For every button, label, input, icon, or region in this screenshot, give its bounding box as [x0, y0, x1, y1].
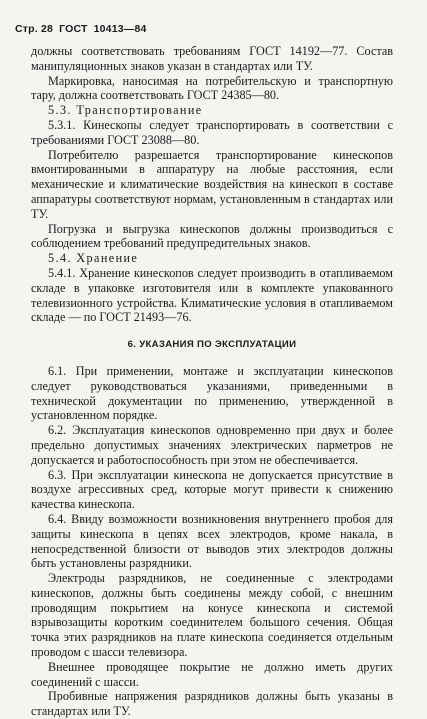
paragraph: Погрузка и выгрузка кинескопов должны производиться с соблюдением требований предупредительных знаков. [31, 221, 393, 251]
paragraph: должны соответствовать требованиям ГОСТ 14192—77. Состав манипуляционных знаков указан в стандартах или ТУ. [31, 44, 393, 73]
paragraph: Внешнее проводящее покрытие не должно иметь других соединений с шасси. [31, 659, 393, 689]
subsection-heading: 5.3. Транспортирование [48, 103, 203, 118]
paragraph: Потребителю разрешается транспортирование кинескопов вмонтированными в аппаратуру на любые расстояния, если механические и климатические воздействия на кинескоп в составе аппаратуры соответствуют нормам, установленным в стандартах или ТУ. [31, 147, 393, 221]
page-number: Стр. 28 [15, 23, 54, 35]
paragraph: Пробивные напряжения разрядников должны быть указаны в стандартах или ТУ. [31, 689, 393, 719]
section-title: 6. УКАЗАНИЯ ПО ЭКСПЛУАТАЦИИ [127, 339, 297, 351]
document-body [31, 44, 393, 719]
paragraph: 6.3. При эксплуатации кинескопа не допускается присутствие в воздухе агрессивных сред, которые могут привести к снижению качества кинескопа. [31, 467, 393, 512]
paragraph: 5.3.1. Кинескопы следует транспортировать в соответствии с требованиями ГОСТ 23088—80. [31, 117, 393, 147]
page-header [15, 23, 147, 35]
subsection-heading: 5.4. Хранение [48, 251, 139, 266]
standard-label: ГОСТ [59, 23, 88, 35]
paragraph: 5.4.1. Хранение кинескопов следует производить в отапливаемом складе в упаковке изготовителя или в комплекте упакованного телевизионного устройства. Климатические условия в отапливаемом складе — по ГОСТ 21493—76. [31, 265, 393, 325]
paragraph: Маркировка, наносимая на потребительскую и транспортную тару, должна соответствовать ГОСТ 24385—80. [31, 73, 393, 103]
standard-number: 10413—84 [93, 23, 147, 35]
paragraph: 6.1. При применении, монтаже и эксплуатации кинескопов следует руководствоваться указаниями, приведенными в технической документации по применению, утвержденной в установленном порядке. [31, 363, 393, 423]
paragraph: Электроды разрядников, не соединенные с электродами кинескопов, должны быть соединены между собой, с внешним проводящим покрытием на конусе кинескопа и системой взрывозащиты коротким соединителем большого сечения. Общая точка этих разрядников на плате кинескопа соединяется отдельным проводом с шасси телевизора. [31, 571, 393, 660]
paragraph: 6.2. Эксплуатация кинескопов одновременно при двух и более предельно допустимых значениях электрических парметров не допускается и работоспособность при этом не обеспечивается. [31, 423, 393, 467]
paragraph: 6.4. Ввиду возможности возникновения внутреннего пробоя для защиты кинескопа в цепях всех электродов, кроме накала, в непосредственной близости от выводов этих электродов должны быть установлены разрядники. [31, 511, 393, 571]
